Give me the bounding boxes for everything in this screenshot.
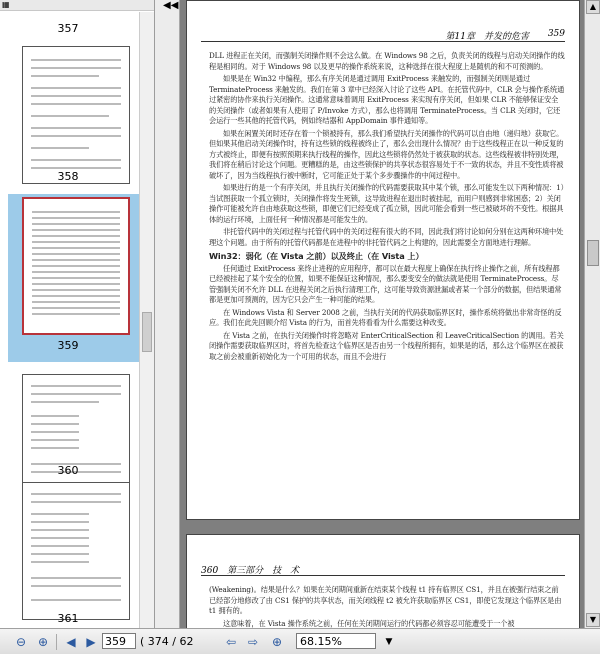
zoom-in-icon[interactable]: ⊕ xyxy=(37,635,49,649)
page-header-text: 第11章 并发的危害 xyxy=(445,32,529,42)
paragraph: 这意味着，在 Vista 操作系统之前，任何在关闭期间运行的代码都必须容忍可能遭受于一个被 xyxy=(223,618,515,628)
page-header xyxy=(201,29,565,42)
page-number: 359 xyxy=(547,29,565,39)
previous-page-icon[interactable]: ◀ xyxy=(66,635,76,649)
page-body xyxy=(209,51,565,364)
document-page xyxy=(186,0,580,520)
zoom-dropdown-chevron-icon[interactable]: ▼ xyxy=(385,637,393,647)
thumbnail-label: 359 xyxy=(57,339,79,352)
zoom-level-input[interactable] xyxy=(296,633,376,649)
next-page-icon[interactable]: ▶ xyxy=(86,635,96,649)
thumbnail-label: 360 xyxy=(57,464,79,477)
page-body xyxy=(209,585,565,628)
zoom-dropdown-icon[interactable]: ⊕ xyxy=(271,635,283,649)
paragraph: 非托管代码中的关闭过程与托管代码中的关闭过程有很大的不同，因此我们将讨论如何分别在这两种环境中处理这个问题。由于所有的托管代码都是在进程中的非托管代码之上构建的，因此需要全方面地进行理解。 xyxy=(209,227,564,247)
section-title: Win32：弱化（在 Vista 之前）以及终止（在 Vista 上） xyxy=(209,251,424,261)
thumbnail-page-358[interactable] xyxy=(22,46,130,184)
thumbnail-label: 358 xyxy=(57,170,79,183)
document-viewer[interactable] xyxy=(180,0,584,628)
collapse-panel-icon[interactable]: ◀◀ xyxy=(163,0,179,11)
document-page xyxy=(186,534,580,628)
scroll-down-button[interactable]: ▼ xyxy=(586,613,600,627)
document-scrollbar[interactable] xyxy=(584,0,600,628)
page-header-text: 360 第三部分 技 术 xyxy=(201,566,300,576)
thumbnail-panel xyxy=(0,0,155,628)
page-count-label: ( 374 / 62 xyxy=(140,635,194,648)
options-icon[interactable]: ▦ xyxy=(2,0,10,9)
paragraph: 如果在闲置关闭时还存在着一个锁被持有，那么我们希望执行关闭操作的代码可以自由地（递归地）获取它。但如果其他启动关闭操作时，持有这些锁的线程被终止了，那么会出现什么情况？由于这些线程正在以一种反复的方式被终止，即便有按照预期来执行线程的操作，因此这些锁将仍然处于被获取的状态。这些线程被非特别处理，我们将在稍后讨论这个问题。更糟糕的是，由这些锁保护的共享状态很容易处于不一致的状态，并且不变性质将被破坏了，因为当线程执行被中断时，它可能正处于某个多步骤操作的中间过程中。 xyxy=(209,128,564,180)
thumbnail-label: 361 xyxy=(57,612,79,625)
zoom-out-icon[interactable]: ⊖ xyxy=(15,635,27,649)
navigation-toolbar xyxy=(0,628,600,654)
back-arrow-icon[interactable]: ⇦ xyxy=(225,635,237,649)
paragraph: 如果是在 Win32 中编程，那么有序关闭是通过调用 ExitProcess 来触发的，而强制关闭则是通过 TerminateProcess 来触发的。我们在第 3 章中已经深入讨论了这些 API。在托管代码中，CLR 会与操作系统通过紧密的协作来执行关闭操作。这通常意味着调用 ExitProcess 来实现有序关闭，但如果 CLR 不能够保证安全的关闭操作（或者如果有人使用了 P/Invoke 方式），那么也将调用 TerminateProcess。当 CLR 关闭时，它还会运行一些其他的托管代码，例如终结器和 AppDomain 事件通知等。 xyxy=(209,74,565,125)
forward-arrow-icon[interactable]: ⇨ xyxy=(247,635,259,649)
paragraph: DLL 进程正在关闭，而强制关闭操作则不会这么做。在 Windows 98 之后，负责关闭的线程与启动关闭操作的线程是相同的。对于 Windows 98 以及更早的操作系统来说，这种选择在很大程度上是随机的和不可预测的。 xyxy=(209,51,565,71)
document-scrollbar-thumb[interactable] xyxy=(587,240,599,266)
panel-splitter[interactable] xyxy=(155,0,180,628)
paragraph: 在 Windows Vista 和 Server 2008 之前，当执行关闭的代码获取临界区时，操作系统将做出非常奇怪的反应。我们在此先回顾介绍 Vista 的行为，而首先将看看为什么需要这种改变。 xyxy=(209,307,562,327)
thumbnail-panel-header xyxy=(0,0,154,11)
paragraph: 在 Vista 之前，在执行关闭操作时将忽略对 EnterCriticalSection 和 LeaveCriticalSection 的调用。若关闭操作需要获取临界区时，将首先检查这个临界区是否由另一个线程所拥有，如果是的话，那么这个临界区在被获取之前会被重新初始化为一个可用的状态，而且不会进行 xyxy=(209,330,564,361)
thumbnail-scrollbar-thumb[interactable] xyxy=(142,312,152,352)
thumbnail-page-361[interactable] xyxy=(22,482,130,620)
paragraph: (Weakening)。结果是什么？如果在关闭期间重新在结束某个线程 t1 持有临界区 CS1，并且在被强行结束之前已经部分地修改了由 CS1 保护的共享状态，而关闭线程 t2 被允许获取临界区 CS1，即使它发现这个临界区是由 t1 拥有的。 xyxy=(209,585,562,615)
paragraph: 任何通过 ExitProcess 来终止进程的应用程序，都可以在最大程度上确保在执行终止操作之前，所有线程都已经被挂起了某个安全的位置，如果不能保证这种情况，那么要变安全的做法就是使用 TerminateProcess。尽管强制关闭不允许 DLL 在进程关闭之后执行清理工作，这可能导致资源泄漏或者某一个部分的数据，但结果通常都是更加可预测的，因为它只会产生一种可能的结果。 xyxy=(209,263,562,304)
scroll-up-button[interactable]: ▲ xyxy=(586,0,600,14)
current-page-input[interactable] xyxy=(102,633,136,649)
paragraph: 如果进行的是一个有序关闭，并且执行关闭操作的代码需要获取其中某个锁，那么可能发生以下两种情况：1）当试图获取一个孤立锁时，关闭操作将发生死锁，这导致进程在退出时被挂起，而用户则感到非常困惑；2）关闭操作可能被允许自由地获取这些锁，即便它们已经变成了孤立锁，因此可能会看到一些已被破坏的不变性。根据具体的运行环境，上面任何一种情况都是可能发生的。 xyxy=(209,183,565,224)
thumbnail-scrollbar[interactable] xyxy=(139,12,154,628)
thumbnail-label: 357 xyxy=(57,22,79,35)
page-header xyxy=(201,563,565,576)
thumbnail-page-359[interactable] xyxy=(22,197,130,335)
